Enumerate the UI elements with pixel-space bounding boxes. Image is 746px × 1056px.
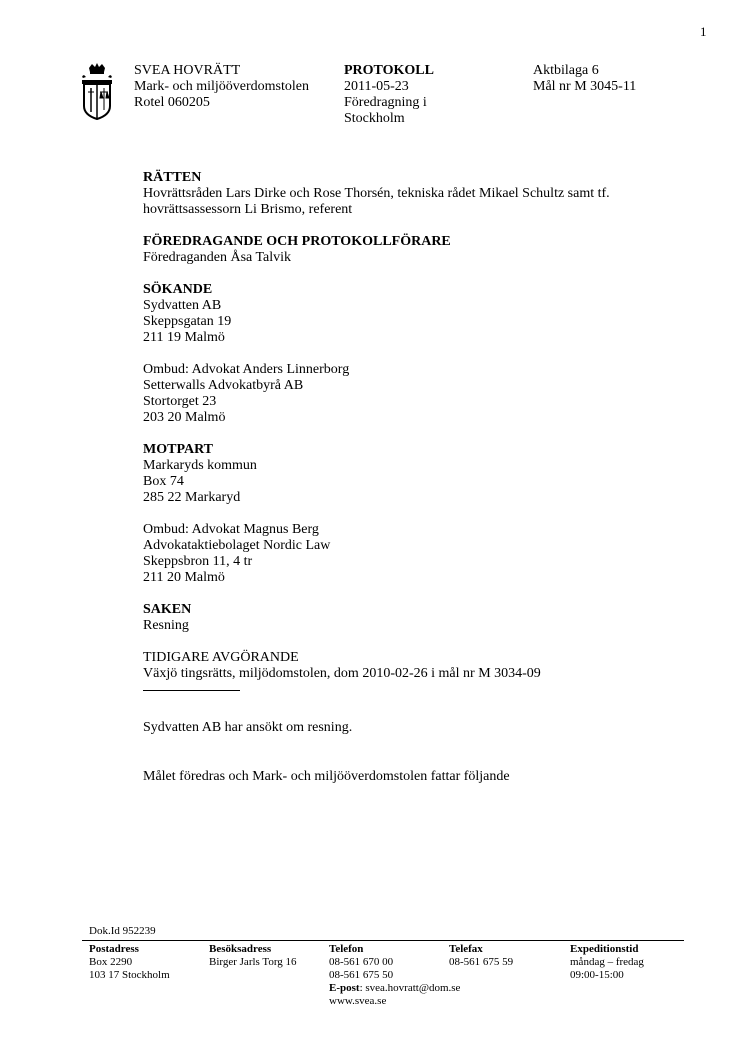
- counsel-address: [143, 522, 703, 586]
- footer-label: Postadress: [89, 943, 139, 955]
- footer-label: Expeditionstid: [570, 943, 639, 955]
- divider-rule: [143, 690, 240, 691]
- email-label: E-post: [329, 982, 360, 994]
- footer-expeditionstid: [570, 943, 644, 982]
- footer-label: Telefax: [449, 943, 483, 955]
- footer-email[interactable]: [329, 982, 460, 995]
- footer-website-link[interactable]: www.svea.se: [329, 995, 387, 1007]
- section-line: Föredraganden Åsa Talvik: [143, 250, 292, 265]
- footer-value: 103 17 Stockholm: [89, 969, 170, 981]
- section-saken: [143, 602, 703, 634]
- party-line: 285 22 Markaryd: [143, 490, 241, 505]
- header-case: [533, 63, 636, 95]
- doc-place-2: Stockholm: [344, 111, 405, 126]
- court-division: Mark- och miljööverdomstolen: [134, 79, 309, 94]
- section-line: hovrättsassessorn Li Brismo, referent: [143, 202, 353, 217]
- party-line: Skeppsgatan 19: [143, 314, 232, 329]
- footer-label: Besöksadress: [209, 943, 272, 955]
- paragraph: Sydvatten AB har ansökt om resning.: [143, 720, 353, 735]
- section-heading: RÄTTEN: [143, 170, 202, 185]
- counsel-line: Stortorget 23: [143, 394, 217, 409]
- doc-date: 2011-05-23: [344, 79, 409, 94]
- footer-value: Box 2290: [89, 956, 133, 968]
- counsel-line: Setterwalls Advokatbyrå AB: [143, 378, 304, 393]
- section-line: Växjö tingsrätts, miljödomstolen, dom 2010-02-26 i mål nr M 3034-09: [143, 666, 541, 681]
- party-line: Box 74: [143, 474, 184, 489]
- court-rotel: Rotel 060205: [134, 95, 210, 110]
- section-motpart: [143, 442, 703, 586]
- counsel-line: 211 20 Malmö: [143, 570, 225, 585]
- email-value: : svea.hovratt@dom.se: [359, 982, 461, 994]
- party-line: 211 19 Malmö: [143, 330, 225, 345]
- footer-telefax: [449, 943, 513, 969]
- counsel-address: [143, 362, 703, 426]
- party-line: Markaryds kommun: [143, 458, 257, 473]
- section-foredragande: [143, 234, 703, 266]
- doc-place-1: Föredragning i: [344, 95, 427, 110]
- page-number: 1: [700, 24, 707, 39]
- footer-divider: [82, 940, 684, 941]
- counsel-line: Ombud: Advokat Anders Linnerborg: [143, 362, 350, 377]
- section-sokande: [143, 282, 703, 426]
- header-doc-info: [344, 63, 434, 127]
- paragraph: Målet föredras och Mark- och miljööverdomstolen fattar följande: [143, 769, 510, 784]
- section-ratten: [143, 170, 703, 218]
- section-line: Resning: [143, 618, 189, 633]
- footer-telefon: [329, 943, 460, 1008]
- attachment-no: Aktbilaga 6: [533, 63, 599, 78]
- section-heading: FÖREDRAGANDE OCH PROTOKOLLFÖRARE: [143, 234, 451, 249]
- footer-value: måndag – fredag: [570, 956, 644, 968]
- case-number: Mål nr M 3045-11: [533, 79, 637, 94]
- counsel-line: 203 20 Malmö: [143, 410, 226, 425]
- counsel-line: Advokataktiebolaget Nordic Law: [143, 538, 331, 553]
- footer-postadress: [89, 943, 170, 982]
- footer-label: Telefon: [329, 943, 364, 955]
- section-heading: TIDIGARE AVGÖRANDE: [143, 650, 299, 665]
- doc-id: Dok.Id 952239: [89, 925, 156, 937]
- party-address: [143, 298, 703, 346]
- section-line: Hovrättsråden Lars Dirke och Rose Thorsén, tekniska rådet Mikael Schultz samt tf.: [143, 186, 610, 201]
- party-line: Sydvatten AB: [143, 298, 222, 313]
- party-address: [143, 458, 703, 506]
- court-name: SVEA HOVRÄTT: [134, 63, 241, 78]
- counsel-line: Skeppsbron 11, 4 tr: [143, 554, 253, 569]
- coat-of-arms-logo: [80, 62, 114, 120]
- footer-value: 08-561 670 00: [329, 956, 394, 968]
- footer-value: Birger Jarls Torg 16: [209, 956, 297, 968]
- counsel-line: Ombud: Advokat Magnus Berg: [143, 522, 319, 537]
- footer-value: 08-561 675 59: [449, 956, 514, 968]
- section-heading: SÖKANDE: [143, 282, 213, 297]
- header-court: [134, 63, 309, 111]
- doc-type: PROTOKOLL: [344, 63, 434, 78]
- section-tidigare: [143, 650, 703, 682]
- section-heading: MOTPART: [143, 442, 214, 457]
- footer-value: 08-561 675 50: [329, 969, 394, 981]
- section-heading: SAKEN: [143, 602, 192, 617]
- footer-besoksadress: [209, 943, 297, 969]
- footer-value: 09:00-15:00: [570, 969, 624, 981]
- protocol-body: [143, 170, 703, 785]
